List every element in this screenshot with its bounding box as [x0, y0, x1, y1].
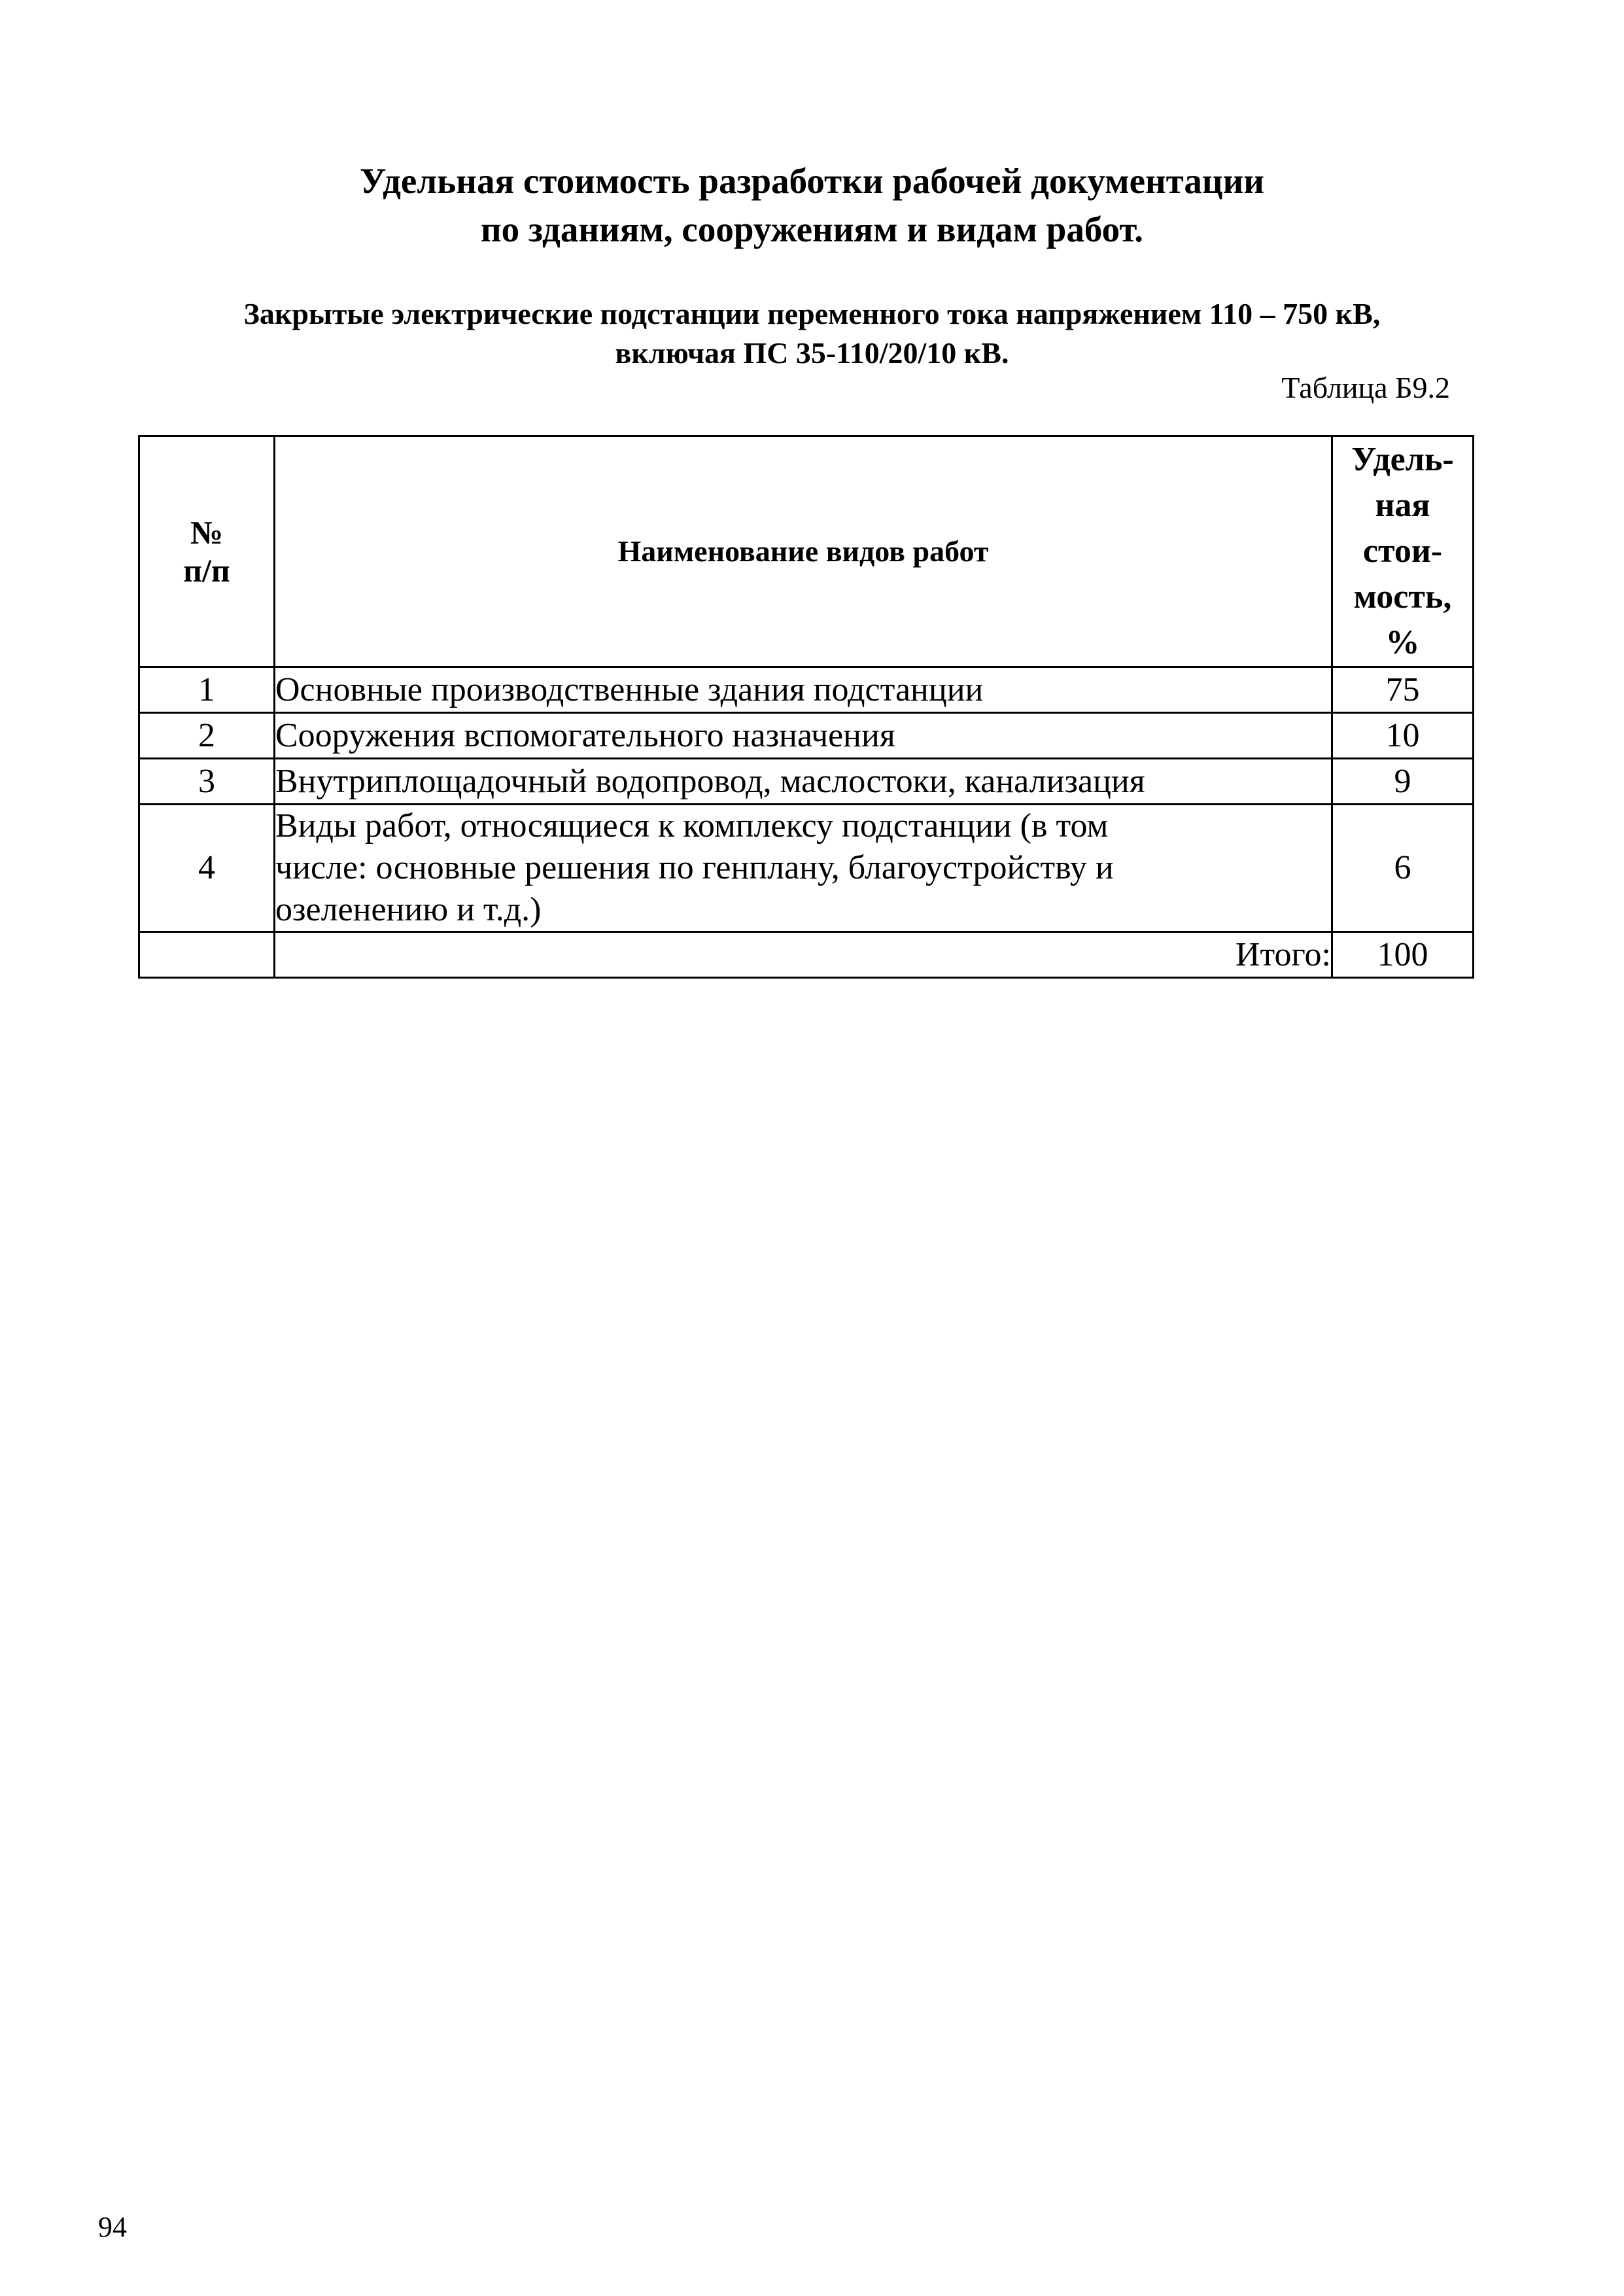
row-work-name-line-2: числе: основные решения по генплану, благоустройству и	[275, 849, 1114, 886]
row-unit-cost: 9	[1332, 759, 1474, 805]
row-work-name-line-3: озеленению и т.д.)	[275, 891, 542, 928]
document-subtitle-line-2: включая ПС 35-110/20/10 кВ.	[615, 336, 1009, 370]
row-number: 2	[139, 713, 275, 759]
header-number-line-1: №	[190, 514, 224, 551]
document-title-line-2: по зданиям, сооружениям и видам работ.	[480, 209, 1144, 249]
total-value: 100	[1332, 932, 1474, 978]
document-title	[0, 157, 1624, 254]
document-title-line-1: Удельная стоимость разработки рабочей документации	[360, 161, 1264, 201]
table-total-row	[139, 932, 1474, 978]
header-unit-cost-line-3: стои-	[1362, 532, 1443, 570]
total-empty-cell	[139, 932, 275, 978]
document-subtitle	[0, 294, 1624, 373]
page-number: 94	[98, 2211, 127, 2243]
row-unit-cost: 75	[1332, 667, 1474, 713]
document-subtitle-line-1: Закрытые электрические подстанции переменного тока напряжением 110 – 750 кВ,	[243, 297, 1381, 330]
header-number-line-2: п/п	[183, 552, 230, 589]
row-work-name	[275, 805, 1332, 932]
header-unit-cost-line-1: Удель-	[1351, 441, 1454, 478]
header-unit-cost-line-4: мость,	[1353, 578, 1452, 616]
row-number: 3	[139, 759, 275, 805]
table-label: Таблица Б9.2	[1281, 371, 1450, 404]
table-row	[139, 805, 1474, 932]
row-unit-cost: 10	[1332, 713, 1474, 759]
row-work-name: Внутриплощадочный водопровод, маслостоки, канализация	[275, 759, 1332, 805]
total-label: Итого:	[275, 932, 1332, 978]
header-unit-cost-line-5: %	[1385, 624, 1420, 661]
table-row	[139, 667, 1474, 713]
row-number: 4	[139, 805, 275, 932]
header-work-name: Наименование видов работ	[275, 436, 1332, 667]
row-unit-cost: 6	[1332, 805, 1474, 932]
header-unit-cost	[1332, 436, 1474, 667]
table-row	[139, 759, 1474, 805]
row-work-name-line-1: Виды работ, относящиеся к комплексу подстанции (в том	[275, 807, 1109, 844]
row-work-name: Основные производственные здания подстанции	[275, 667, 1332, 713]
row-number: 1	[139, 667, 275, 713]
header-number	[139, 436, 275, 667]
row-work-name: Сооружения вспомогательного назначения	[275, 713, 1332, 759]
header-unit-cost-line-2: ная	[1375, 487, 1430, 524]
table-row	[139, 713, 1474, 759]
cost-table	[138, 435, 1474, 979]
table-header-row	[139, 436, 1474, 667]
